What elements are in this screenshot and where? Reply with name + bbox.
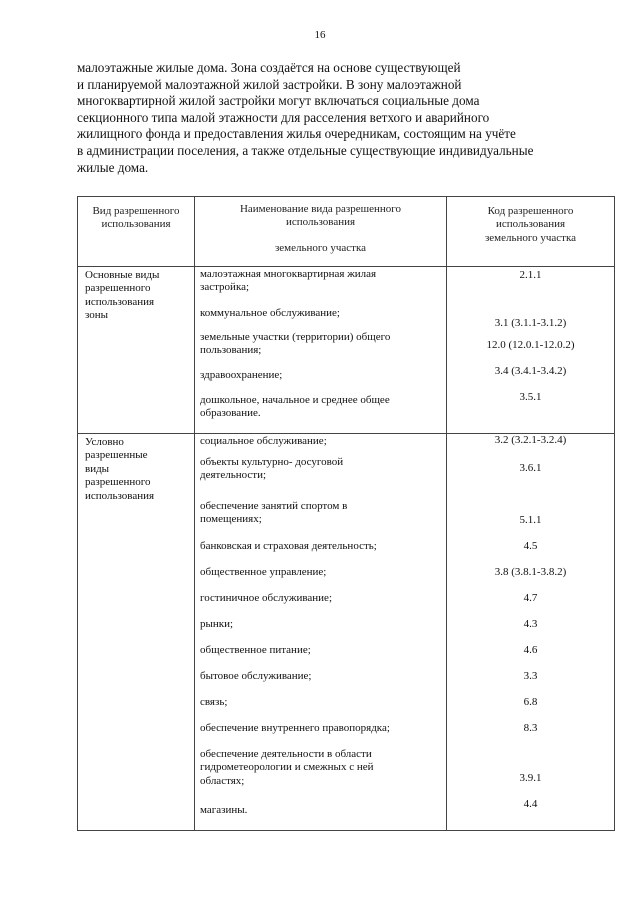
category-main-uses	[78, 267, 195, 434]
list-item	[195, 644, 446, 670]
use-codes-conditional	[447, 434, 615, 831]
list-item	[195, 800, 446, 830]
item-line: магазины.	[200, 804, 248, 816]
intro-line: жилые дома.	[77, 159, 149, 175]
item-line: банковская и страховая деятельность;	[200, 540, 377, 552]
code-item: 4.5	[523, 540, 538, 552]
item-line: объекты культурно- досуговой	[200, 456, 344, 468]
use-codes-main	[447, 267, 615, 434]
intro-line: в администрации поселения, а также отдельные существующие индивидуальные	[77, 142, 534, 158]
intro-line: малоэтажные жилые дома. Зона создаётся на основе существующей	[77, 60, 461, 75]
list-item	[195, 456, 446, 500]
header-use-name	[195, 197, 447, 267]
list-item	[195, 500, 446, 540]
item-line: дошкольное, начальное и среднее общее	[200, 394, 390, 406]
header-line: использования	[285, 216, 356, 229]
land-use-table	[77, 196, 615, 831]
item-line: застройка;	[200, 281, 250, 294]
category-line: разрешенного	[85, 282, 151, 295]
code-item: 3.8 (3.8.1-3.8.2)	[494, 566, 567, 578]
page-number: 16	[314, 29, 326, 41]
item-line: малоэтажная многоквартирная жилая	[200, 268, 377, 280]
item-line: помещениях;	[200, 513, 262, 526]
list-item	[195, 592, 446, 618]
category-line: виды	[85, 462, 110, 475]
category-line: разрешенного	[85, 476, 151, 489]
intro-line: многоквартирной жилой застройки могут включаться социальные дома	[77, 93, 480, 109]
code-item: 3.6.1	[519, 462, 542, 474]
category-line: использования	[85, 295, 155, 308]
code-item: 3.1 (3.1.1-3.1.2)	[494, 317, 567, 329]
list-item	[195, 434, 446, 456]
list-item	[195, 746, 446, 800]
list-item	[195, 540, 446, 566]
item-line: областях;	[200, 774, 245, 787]
header-line: Вид разрешенного	[92, 205, 180, 217]
code-item: 4.3	[523, 618, 538, 630]
intro-line: жилищного фонда и предоставления жилья очередникам, состоящим на учёте	[77, 126, 516, 142]
code-item: 3.3	[523, 670, 538, 682]
item-line: обеспечение деятельности в области	[200, 748, 372, 760]
list-item	[195, 696, 446, 722]
header-line: земельного участка	[274, 241, 367, 254]
code-item: 4.4	[523, 798, 538, 810]
table-row-conditional-uses	[78, 434, 615, 831]
item-line: связь;	[200, 696, 228, 708]
header-line: использования	[101, 218, 171, 231]
code-item: 5.1.1	[519, 514, 542, 526]
category-line: разрешенные	[85, 449, 148, 462]
use-names-conditional	[195, 434, 447, 831]
header-line: Код разрешенного	[487, 205, 574, 217]
category-line: использования	[85, 489, 155, 502]
item-line: обеспечение внутреннего правопорядка;	[200, 722, 390, 734]
item-line: бытовое обслуживание;	[200, 670, 312, 682]
code-item: 2.1.1	[519, 269, 542, 281]
item-line: социальное обслуживание;	[200, 435, 327, 447]
header-line: земельного участка	[484, 231, 577, 244]
code-item: 3.9.1	[519, 772, 542, 784]
list-item	[195, 267, 446, 305]
item-line: коммунальное обслуживание;	[200, 307, 340, 319]
header-line: использования	[495, 218, 566, 231]
item-line: рынки;	[200, 618, 234, 630]
table-row-main-uses	[78, 267, 615, 434]
category-line: Условно	[85, 436, 124, 448]
item-line: образование.	[200, 407, 261, 420]
header-use-code	[447, 197, 615, 267]
list-item	[195, 331, 446, 369]
item-line: деятельности;	[200, 469, 267, 482]
table-header-row	[78, 197, 615, 267]
intro-paragraph	[77, 60, 612, 176]
item-line: здравоохранение;	[200, 369, 283, 381]
use-names-main	[195, 267, 447, 434]
code-item: 4.7	[523, 592, 538, 604]
list-item	[195, 393, 446, 433]
item-line: обеспечение занятий спортом в	[200, 500, 348, 512]
code-item: 6.8	[523, 696, 538, 708]
category-line: зоны	[85, 309, 109, 322]
list-item	[195, 566, 446, 592]
code-item: 4.6	[523, 644, 538, 656]
header-use-type	[78, 197, 195, 267]
intro-line: и планируемой малоэтажной жилой застройки. В зону малоэтажной	[77, 76, 462, 92]
category-line: Основные виды	[85, 269, 160, 281]
item-line: земельные участки (территории) общего	[200, 331, 391, 343]
code-item: 3.2 (3.2.1-3.2.4)	[494, 434, 567, 446]
code-item: 8.3	[523, 722, 538, 734]
category-conditional-uses	[78, 434, 195, 831]
item-line: пользования;	[200, 344, 262, 357]
list-item	[195, 722, 446, 746]
code-item: 12.0 (12.0.1-12.0.2)	[486, 339, 575, 351]
item-line: гидрометеорологии и смежных с ней	[200, 761, 374, 774]
code-item: 3.4 (3.4.1-3.4.2)	[494, 365, 567, 377]
list-item	[195, 618, 446, 644]
list-item	[195, 369, 446, 393]
list-item	[195, 670, 446, 696]
intro-line: секционного типа малой этажности для расселения ветхого и аварийного	[77, 109, 490, 125]
list-item	[195, 305, 446, 331]
item-line: гостиничное обслуживание;	[200, 592, 332, 604]
item-line: общественное питание;	[200, 644, 311, 656]
code-item: 3.5.1	[519, 391, 542, 403]
header-line: Наименование вида разрешенного	[239, 203, 402, 215]
item-line: общественное управление;	[200, 566, 327, 578]
